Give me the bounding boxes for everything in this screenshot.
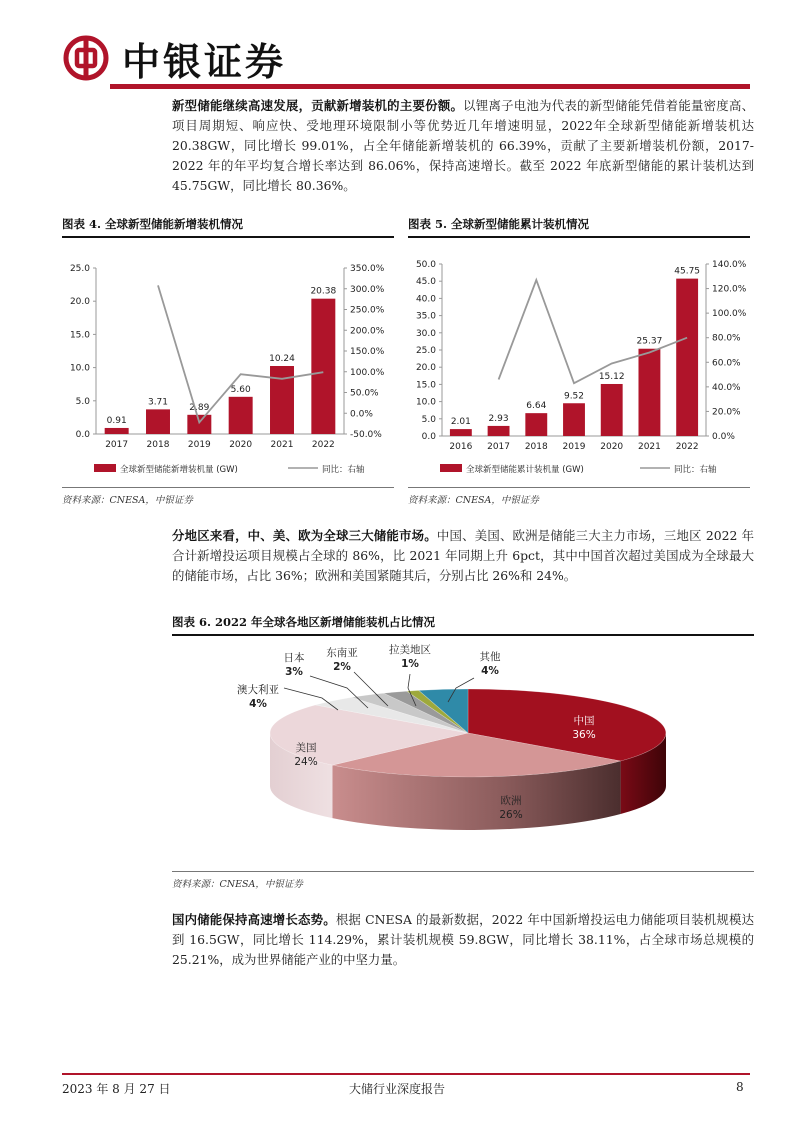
- y-tick-label: 15.0: [69, 330, 90, 341]
- y-tick-label: 10.0: [415, 397, 436, 408]
- fig6-title: 图表 6. 2022 年全球各地区新增储能装机占比情况: [172, 615, 436, 629]
- pie-label: 美国: [295, 742, 317, 754]
- y2-tick-label: 80.0%: [712, 333, 741, 344]
- y2-tick-label: 250.0%: [350, 305, 385, 316]
- header-rule: [110, 84, 750, 89]
- x-tick-label: 2019: [187, 440, 211, 450]
- fig5-top-rule: [408, 236, 750, 238]
- fig4-legend-bar: 全球新型储能新增装机量 (GW): [120, 465, 238, 475]
- pie-label: 其他: [479, 651, 501, 663]
- paragraph-body: 中国、美国、欧洲是储能三大主力市场，三地区 2022 年合计新增投运项目规模占全球的 86%，比 2021 年同期上升 6pct，其中中国首次超过美国成为全球最大的储能市场，占比 36%；欧洲和美国紧随其后，分别占比 26%和 24%。: [172, 528, 754, 583]
- y2-tick-label: 200.0%: [350, 326, 385, 337]
- y-tick-label: 5.0: [75, 396, 90, 407]
- y-tick-label: 10.0: [69, 363, 90, 374]
- y-tick-label: 40.0: [415, 294, 436, 305]
- x-tick-label: 2018: [524, 442, 548, 452]
- brand-header: [62, 30, 286, 86]
- x-tick-label: 2017: [105, 440, 129, 450]
- bar-value-label: 6.64: [526, 401, 547, 412]
- y-tick-label: 15.0: [415, 380, 436, 391]
- fig6-pie-chart: [172, 638, 754, 870]
- x-tick-label: 2020: [600, 442, 624, 452]
- fig4-legend-bar-swatch: [94, 464, 116, 472]
- y2-tick-label: 100.0%: [350, 367, 385, 378]
- y2-tick-label: 350.0%: [350, 264, 385, 274]
- bar: [638, 349, 660, 436]
- footer-report-title: 大储行业深度报告: [348, 1082, 445, 1096]
- pie-pct-label: 4%: [481, 665, 499, 677]
- bar-value-label: 2.93: [488, 413, 509, 424]
- fig6-source: 资料来源：CNESA，中银证券: [172, 879, 303, 890]
- y-tick-label: 25.0: [415, 346, 436, 356]
- fig4-bottom-rule: [62, 487, 394, 488]
- paragraph-lead: 分地区来看，中、美、欧为全球三大储能市场。: [172, 528, 437, 543]
- pie-pct-label: 24%: [294, 756, 318, 768]
- bar-value-label: 0.91: [106, 415, 127, 426]
- footer-date: 2023 年 8 月 27 日: [62, 1082, 171, 1096]
- y2-tick-label: 140.0%: [712, 260, 747, 270]
- paragraph-china: [172, 910, 754, 970]
- fig4-title: 图表 4. 全球新型储能新增装机情况: [62, 217, 244, 231]
- bar: [601, 384, 623, 436]
- fig5-legend-line: 同比：右轴: [674, 465, 717, 475]
- bar: [187, 415, 211, 434]
- y2-tick-label: 0.0%: [350, 409, 373, 420]
- y2-tick-label: 50.0%: [350, 388, 379, 399]
- y-tick-label: 20.0: [415, 363, 436, 374]
- fig5-bottom-rule: [408, 487, 750, 488]
- fig4-legend-line: 同比：右轴: [322, 465, 365, 475]
- x-tick-label: 2018: [146, 440, 170, 450]
- y-tick-label: 0.0: [421, 432, 436, 442]
- bar-value-label: 9.52: [563, 391, 585, 402]
- pie-pct-label: 1%: [401, 658, 419, 670]
- paragraph-lead: 新型储能继续高速发展，贡献新增装机的主要份额。: [172, 98, 464, 113]
- fig4-chart: [62, 240, 394, 486]
- y2-tick-label: 150.0%: [350, 347, 385, 357]
- y2-tick-label: 100.0%: [712, 309, 747, 320]
- pie-label: 日本: [283, 652, 305, 664]
- fig6-bottom-rule: [172, 871, 754, 872]
- bar: [676, 279, 698, 436]
- pie-label: 欧洲: [500, 795, 522, 807]
- brand-name: 中银证券: [122, 39, 287, 84]
- x-tick-label: 2022: [675, 442, 699, 452]
- x-tick-label: 2016: [449, 442, 473, 452]
- bar-value-label: 10.24: [269, 354, 295, 365]
- bar-value-label: 25.37: [636, 336, 663, 347]
- paragraph-new-storage: [172, 96, 754, 196]
- pie-label: 拉美地区: [389, 644, 431, 656]
- x-tick-label: 2021: [637, 442, 661, 452]
- x-tick-label: 2017: [487, 442, 511, 452]
- fig5-legend-bar: 全球新型储能累计装机量 (GW): [466, 465, 584, 475]
- pie-pct-label: 3%: [285, 666, 303, 678]
- bar: [270, 366, 294, 434]
- bar: [105, 428, 129, 434]
- paragraph-lead: 国内储能保持高速增长态势。: [172, 912, 336, 927]
- footer-rule: [62, 1073, 750, 1075]
- y-tick-label: 45.0: [415, 277, 436, 288]
- bar-value-label: 20.38: [310, 286, 337, 297]
- bar: [450, 429, 472, 436]
- bank-logo-icon: [62, 34, 110, 82]
- pie-label: 中国: [573, 715, 595, 727]
- y-tick-label: 50.0: [415, 260, 436, 270]
- pie-pct-label: 26%: [499, 809, 523, 821]
- fig5-legend-bar-swatch: [440, 464, 462, 472]
- paragraph-body: 根据 CNESA 的最新数据，2022 年中国新增投运电力储能项目装机规模达到 16.5GW，同比增长 114.29%，累计装机规模 59.8GW，同比增长 38.11%，占全球市场总规模的 25.21%，成为世界储能产业的中坚力量。: [172, 912, 755, 967]
- y2-tick-label: 40.0%: [712, 382, 741, 393]
- bar-value-label: 3.71: [147, 397, 169, 408]
- paragraph-regions: [172, 526, 754, 586]
- y-tick-label: 5.0: [421, 414, 436, 425]
- y-tick-label: 30.0: [415, 328, 436, 339]
- bar: [229, 397, 253, 434]
- y-tick-label: 0.0: [75, 430, 90, 440]
- pie-pct-label: 4%: [249, 698, 267, 710]
- y2-tick-label: 60.0%: [712, 358, 741, 369]
- bar-value-label: 2.01: [450, 417, 471, 428]
- bar: [563, 403, 585, 436]
- footer-page-number: 8: [736, 1080, 744, 1094]
- y2-tick-label: -50.0%: [350, 430, 382, 440]
- bar-value-label: 45.75: [674, 266, 701, 277]
- fig5-chart: [408, 240, 750, 486]
- bar-value-label: 15.12: [598, 371, 625, 382]
- fig4-top-rule: [62, 236, 394, 238]
- x-tick-label: 2020: [229, 440, 253, 450]
- y2-tick-label: 120.0%: [712, 284, 747, 295]
- pie-label: 东南亚: [326, 647, 358, 659]
- fig4-source: 资料来源：CNESA，中银证券: [62, 495, 193, 506]
- x-tick-label: 2021: [270, 440, 294, 450]
- fig6-top-rule: [172, 634, 754, 636]
- pie-label: 澳大利亚: [237, 684, 279, 696]
- y2-tick-label: 20.0%: [712, 407, 741, 418]
- y2-tick-label: 0.0%: [712, 432, 735, 442]
- bar: [488, 426, 510, 436]
- bar: [525, 413, 547, 436]
- y2-tick-label: 300.0%: [350, 284, 385, 295]
- bar-value-label: 2.89: [189, 402, 210, 413]
- y-tick-label: 20.0: [69, 297, 90, 308]
- y-tick-label: 25.0: [69, 264, 90, 274]
- x-tick-label: 2019: [562, 442, 586, 452]
- fig5-title: 图表 5. 全球新型储能累计装机情况: [408, 217, 590, 231]
- paragraph-body: 以锂离子电池为代表的新型储能凭借着能量密度高、项目周期短、响应快、受地理环境限制小等优势近几年增速明显，2022年全球新型储能新增装机达 20.38GW，同比增长 99.01%，占全年储能新增装机的 66.39%，贡献了主要新增装机份额，2017-2022 年的年平均复合增长率达到 86.06%，保持高速增长。截至 2022 年底新型储能的累计装机达到 45.75GW，同比增长 80.36%。: [172, 98, 755, 193]
- x-tick-label: 2022: [311, 440, 335, 450]
- bar: [146, 409, 170, 434]
- pie-pct-label: 2%: [333, 661, 351, 673]
- pie-pct-label: 36%: [572, 729, 596, 741]
- y-tick-label: 35.0: [415, 311, 436, 322]
- bar-value-label: 5.60: [230, 384, 251, 395]
- bar: [311, 299, 335, 434]
- fig5-source: 资料来源：CNESA，中银证券: [408, 495, 539, 506]
